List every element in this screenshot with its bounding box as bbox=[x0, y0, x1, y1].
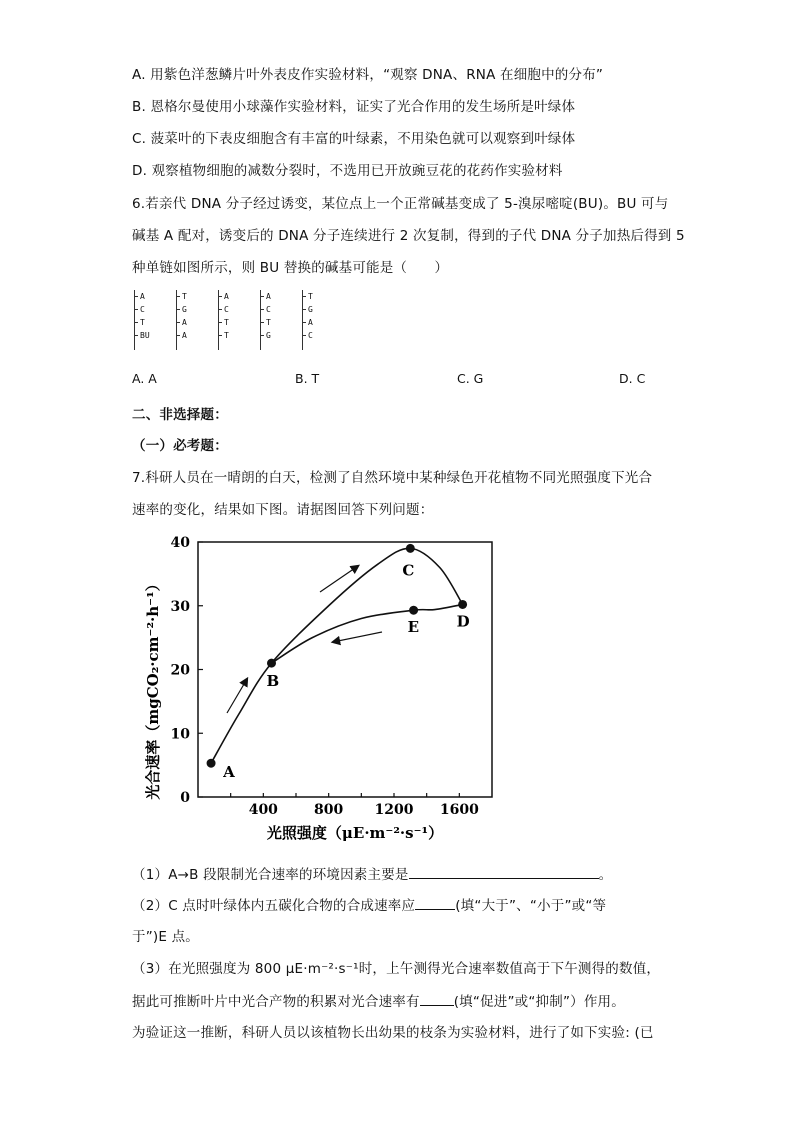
q6-stem-line1: 6.若亲代 DNA 分子经过诱变，某位点上一个正常碱基变成了 5-溴尿嘧啶(BU)。BU 可与 bbox=[132, 196, 669, 212]
option-prev-b: B. 恩格尔曼使用小球藻作实验材料，证实了光合作用的发生场所是叶绿体 bbox=[132, 99, 576, 115]
q7-sub3-hint: (填“促进”或“抑制”）作用。 bbox=[453, 994, 625, 1010]
q7-sub1-text: （1）A→B 段限制光合速率的环境因素主要是 bbox=[132, 867, 409, 883]
q6-option-d[interactable]: D. C bbox=[619, 371, 646, 386]
y-tick-label: 0 bbox=[180, 790, 190, 806]
q7-sub2-hint: (填“大于”、“小于”或“等 bbox=[455, 898, 607, 914]
x-tick-label: 400 bbox=[248, 802, 278, 818]
q7-sub3-line3: 为验证这一推断，科研人员以该植物长出幼果的枝条为实验材料，进行了如下实验: (已 bbox=[132, 1025, 654, 1041]
direction-arrow-eb bbox=[333, 632, 382, 642]
dna-strand-3 bbox=[218, 290, 229, 350]
base: T bbox=[303, 290, 313, 303]
base: A bbox=[177, 329, 187, 342]
base: C bbox=[135, 303, 150, 316]
q7-sub2-cont: 于”)E 点。 bbox=[132, 929, 199, 945]
option-prev-a: A. 用紫色洋葱鳞片叶外表皮作实验材料，“观察 DNA、RNA 在细胞中的分布” bbox=[132, 67, 604, 83]
option-prev-c: C. 菠菜叶的下表皮细胞含有丰富的叶绿素，不用染色就可以观察到叶绿体 bbox=[132, 131, 576, 147]
x-tick-label: 1200 bbox=[374, 802, 414, 818]
base: T bbox=[135, 316, 150, 329]
photosynthesis-chart bbox=[140, 528, 512, 850]
dna-strand-1 bbox=[134, 290, 150, 350]
y-tick-label: 10 bbox=[170, 726, 190, 743]
direction-arrow-ab bbox=[227, 679, 247, 713]
q7-sub3-text: 据此可推断叶片中光合产物的积累对光合速率有 bbox=[132, 994, 420, 1010]
q7-stem-line1: 7.科研人员在一晴朗的白天，检测了自然环境中某种绿色开花植物不同光照强度下光合 bbox=[132, 470, 653, 486]
q6-option-b[interactable]: B. T bbox=[295, 371, 320, 386]
q7-sub2-text: （2）C 点时叶绿体内五碳化合物的合成速率应 bbox=[132, 898, 416, 914]
base: A bbox=[261, 290, 271, 303]
dna-strand-4 bbox=[260, 290, 271, 350]
base: T bbox=[219, 329, 229, 342]
y-axis-label: 光合速率（mgCO₂·cm⁻²·h⁻¹） bbox=[144, 576, 162, 800]
x-axis-label: 光照强度（μE·m⁻²·s⁻¹） bbox=[266, 824, 444, 842]
dna-strand-2 bbox=[176, 290, 187, 350]
point-label-a: A bbox=[223, 763, 235, 782]
base: BU bbox=[135, 329, 150, 342]
point-label-d: D bbox=[456, 612, 470, 631]
point-label-c: C bbox=[402, 561, 415, 580]
base: G bbox=[261, 329, 271, 342]
base: A bbox=[219, 290, 229, 303]
answer-blank-2[interactable] bbox=[415, 896, 455, 910]
base: A bbox=[177, 316, 187, 329]
base: G bbox=[303, 303, 313, 316]
q7-sub1-end: 。 bbox=[598, 867, 613, 883]
data-point-d bbox=[458, 600, 467, 609]
base: A bbox=[303, 316, 313, 329]
base: G bbox=[177, 303, 187, 316]
q7-sub3-line2 bbox=[132, 992, 625, 1011]
q6-option-c[interactable]: C. G bbox=[457, 371, 484, 386]
point-label-b: B bbox=[266, 672, 280, 691]
base: T bbox=[219, 316, 229, 329]
q6-stem-line2: 碱基 A 配对，诱变后的 DNA 分子连续进行 2 次复制，得到的子代 DNA 分子加热后得到 5 bbox=[132, 228, 685, 244]
base: T bbox=[261, 316, 271, 329]
q7-sub1 bbox=[132, 865, 612, 884]
dna-strand-5 bbox=[302, 290, 313, 350]
q6-option-a[interactable]: A. A bbox=[132, 371, 157, 386]
y-tick-label: 40 bbox=[170, 535, 190, 551]
option-prev-d: D. 观察植物细胞的减数分裂时，不选用已开放豌豆花的花药作实验材料 bbox=[132, 163, 563, 179]
data-point-c bbox=[406, 544, 415, 553]
q7-sub2 bbox=[132, 896, 606, 915]
section-subtitle: （一）必考题： bbox=[132, 438, 228, 454]
base: C bbox=[261, 303, 271, 316]
y-tick-label: 30 bbox=[170, 598, 190, 615]
x-tick-label: 1600 bbox=[439, 802, 479, 818]
point-label-e: E bbox=[407, 618, 420, 637]
q7-sub3-line1: （3）在光照强度为 800 μE·m⁻²·s⁻¹时，上午测得光合速率数值高于下午测得的数值， bbox=[132, 961, 661, 977]
section-title: 二、非选择题： bbox=[132, 407, 228, 423]
answer-blank-1[interactable] bbox=[409, 865, 599, 879]
data-point-a bbox=[207, 759, 216, 768]
q6-stem-line3: 种单链如图所示，则 BU 替换的碱基可能是（ ） bbox=[132, 260, 449, 276]
base: C bbox=[219, 303, 229, 316]
base: A bbox=[135, 290, 150, 303]
answer-blank-3[interactable] bbox=[420, 992, 454, 1006]
q7-stem-line2: 速率的变化，结果如下图。请据图回答下列问题： bbox=[132, 502, 434, 518]
data-point-b bbox=[267, 659, 276, 668]
y-tick-label: 20 bbox=[170, 662, 190, 679]
data-point-e bbox=[409, 606, 418, 615]
x-tick-label: 800 bbox=[314, 802, 344, 818]
direction-arrow-bc bbox=[320, 566, 358, 592]
base: T bbox=[177, 290, 187, 303]
base: C bbox=[303, 329, 313, 342]
